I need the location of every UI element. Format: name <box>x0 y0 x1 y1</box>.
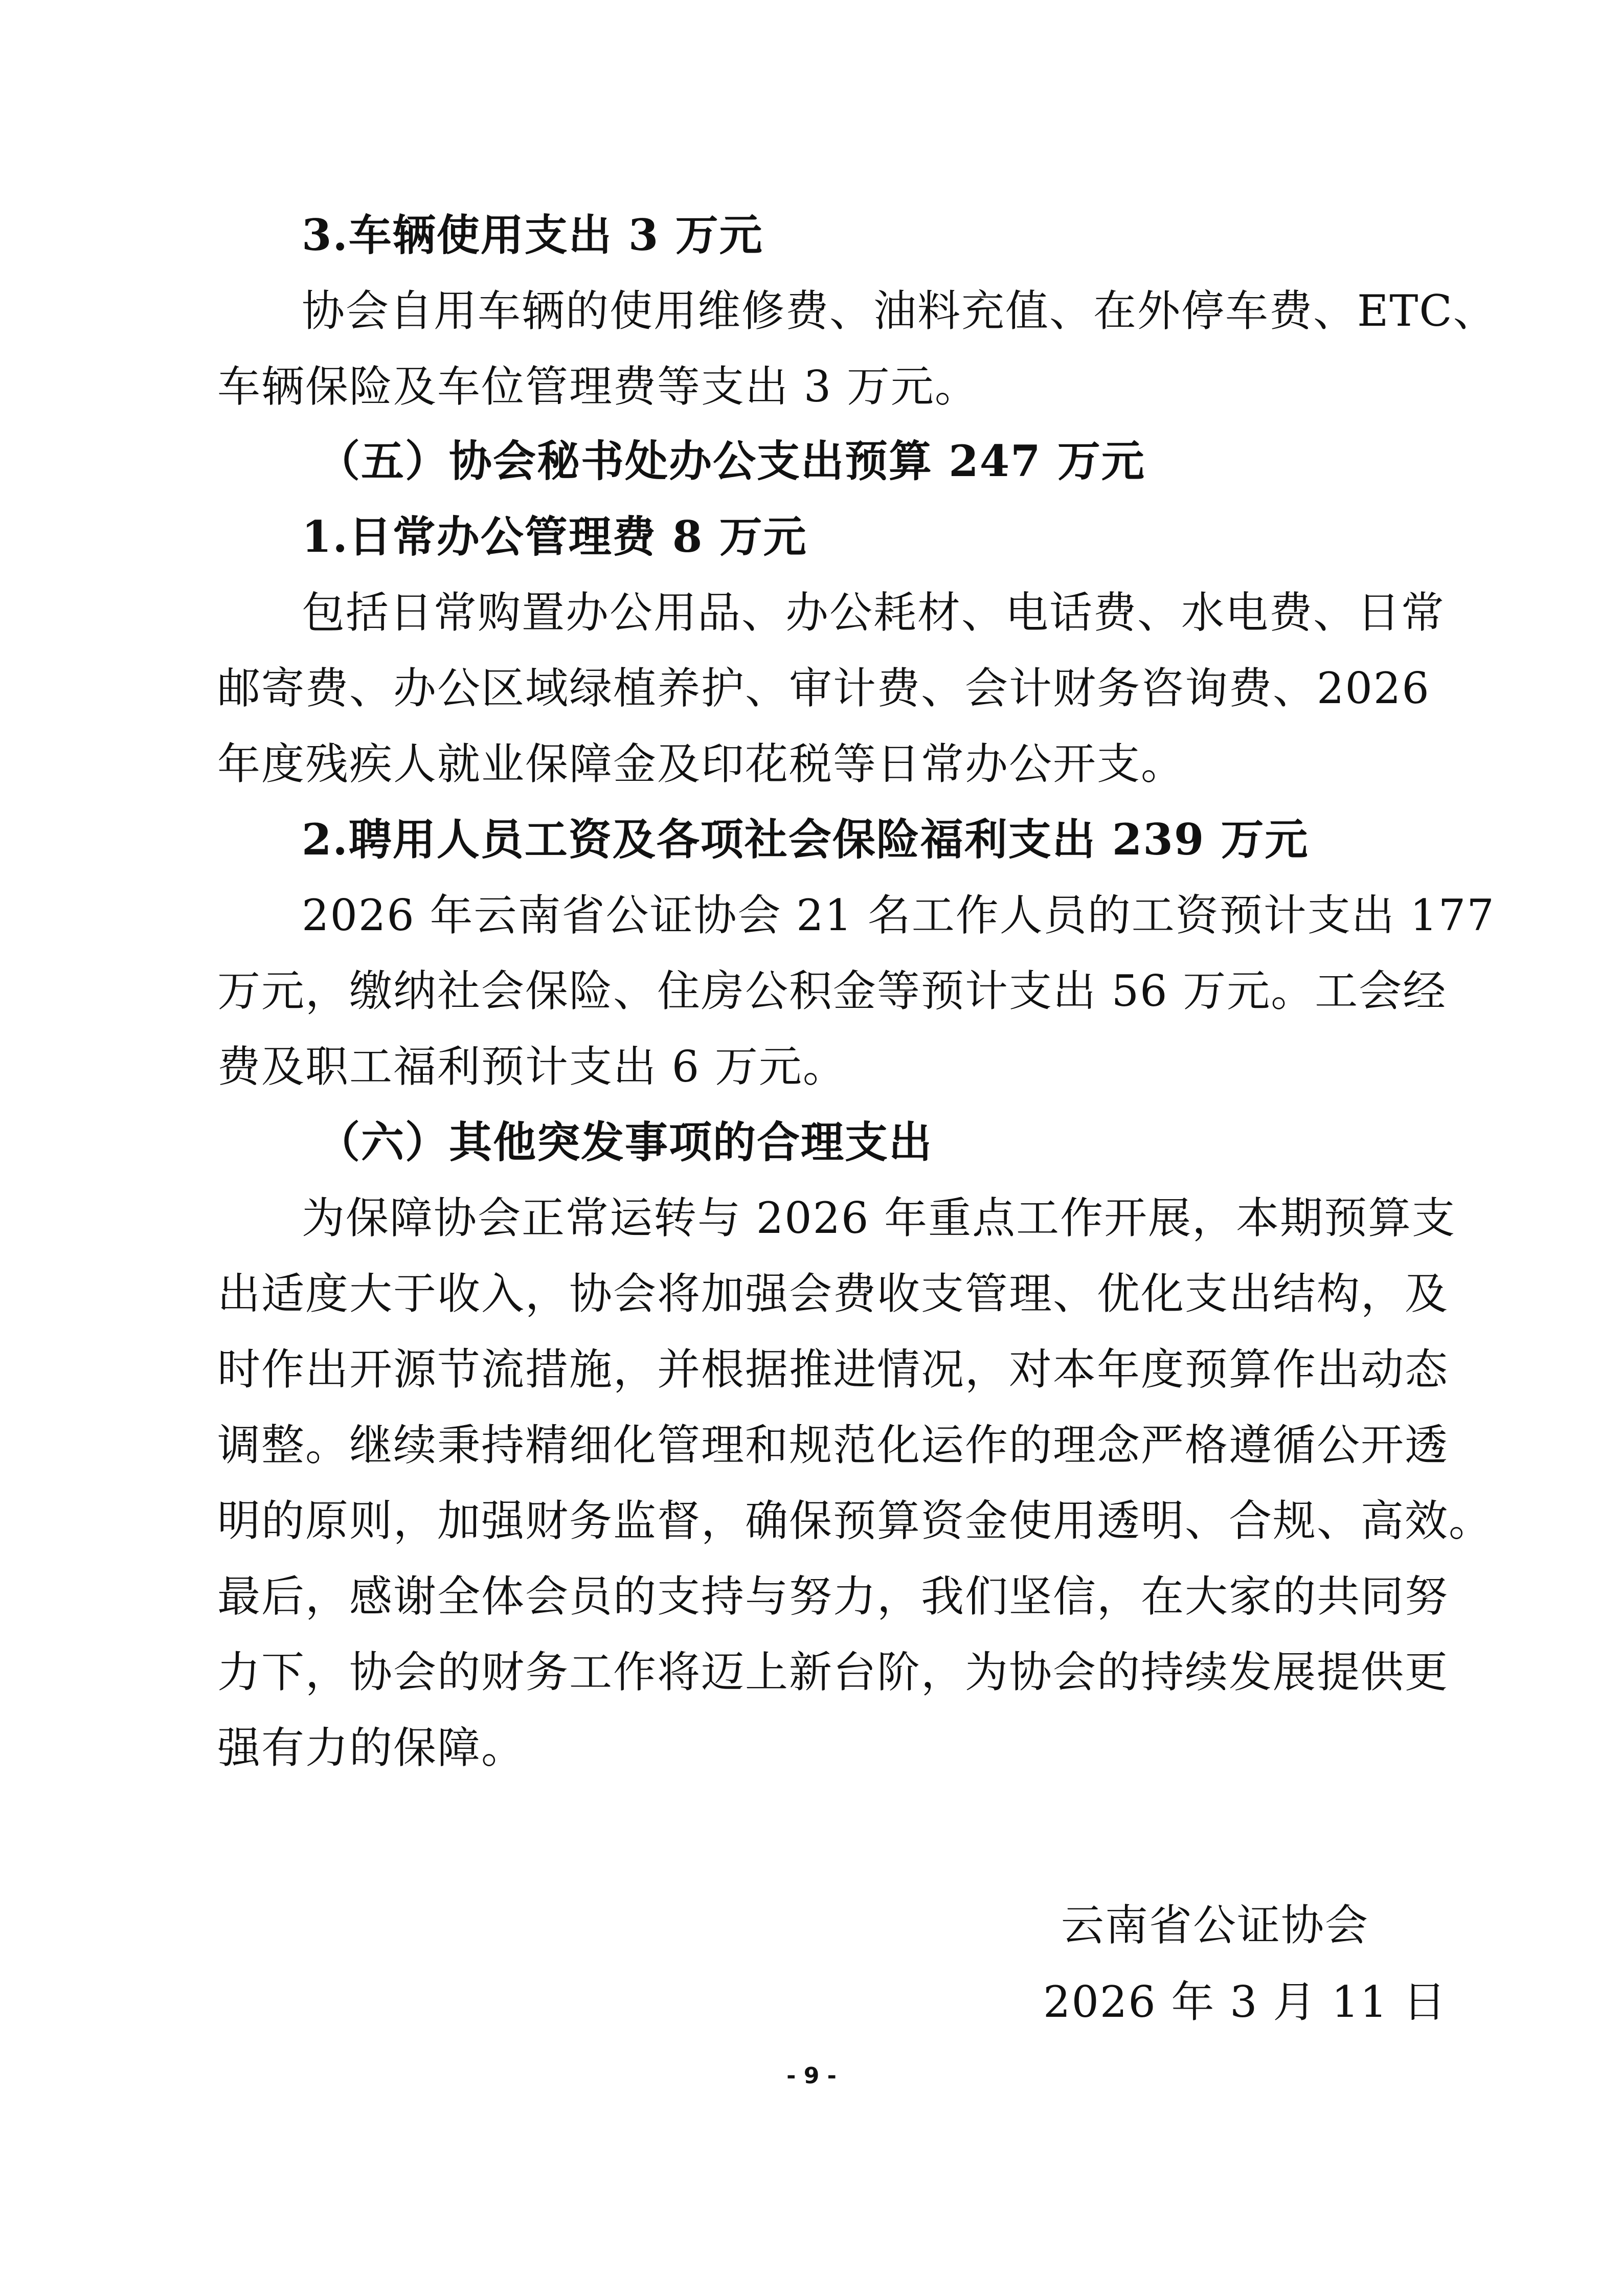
subheading-daily-office: 1.日常办公管理费 8 万元 <box>302 511 807 562</box>
paragraph-line: 费及职工福利预计支出 6 万元。 <box>217 1042 847 1092</box>
paragraph-line: 明的原则，加强财务监督，确保预算资金使用透明、合规、高效。 <box>217 1496 1493 1546</box>
paragraph-line: 力下，协会的财务工作将迈上新台阶，为协会的持续发展提供更 <box>217 1647 1449 1697</box>
paragraph-line: 强有力的保障。 <box>217 1723 526 1773</box>
paragraph-line: 调整。继续秉持精细化管理和规范化运作的理念严格遵循公开透 <box>217 1420 1449 1470</box>
signature-date: 2026 年 3 月 11 日 <box>1043 1977 1447 2027</box>
paragraph-line: 2026 年云南省公证协会 21 名工作人员的工资预计支出 177 <box>302 890 1495 940</box>
paragraph-line: 时作出开源节流措施，并根据推进情况，对本年度预算作出动态 <box>217 1344 1449 1394</box>
paragraph-line: 车辆保险及车位管理费等支出 3 万元。 <box>217 362 979 412</box>
paragraph-line: 为保障协会正常运转与 2026 年重点工作开展，本期预算支 <box>302 1193 1456 1243</box>
paragraph-line: 包括日常购置办公用品、办公耗材、电话费、水电费、日常 <box>302 588 1446 638</box>
section-heading-other-expense: （六）其他突发事项的合理支出 <box>317 1117 933 1167</box>
paragraph-line: 最后，感谢全体会员的支持与努力，我们坚信，在大家的共同努 <box>217 1571 1449 1622</box>
subheading-staff-salary: 2.聘用人员工资及各项社会保险福利支出 239 万元 <box>302 814 1309 865</box>
signature-organization: 云南省公证协会 <box>1061 1900 1369 1950</box>
paragraph-line: 出适度大于收入，协会将加强会费收支管理、优化支出结构，及 <box>217 1269 1449 1319</box>
subheading-vehicle-expense: 3.车辆使用支出 3 万元 <box>302 210 763 260</box>
paragraph-line: 年度残疾人就业保障金及印花税等日常办公开支。 <box>217 739 1185 789</box>
page-number: - 9 - <box>786 2063 837 2089</box>
paragraph-line: 万元，缴纳社会保险、住房公积金等预计支出 56 万元。工会经 <box>217 966 1447 1016</box>
paragraph-line: 协会自用车辆的使用维修费、油料充值、在外停车费、ETC、 <box>302 286 1497 336</box>
paragraph-line: 邮寄费、办公区域绿植养护、审计费、会计财务咨询费、2026 <box>217 663 1430 713</box>
section-heading-office-expense: （五）协会秘书处办公支出预算 247 万元 <box>317 436 1145 486</box>
